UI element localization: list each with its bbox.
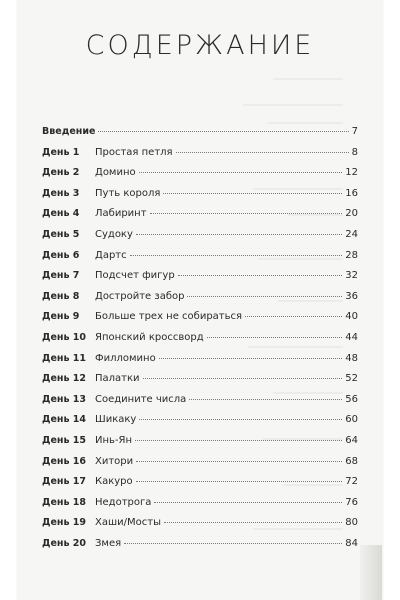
day-number: День 3 — [42, 187, 80, 199]
toc-entry[interactable] — [42, 373, 358, 394]
toc-entry[interactable] — [42, 456, 358, 477]
entry-title: Дартс — [95, 249, 127, 261]
entry-title: Хитори — [95, 455, 134, 467]
toc-entry[interactable] — [42, 270, 358, 291]
page-number: 60 — [345, 414, 358, 426]
page-number: 28 — [345, 249, 358, 261]
day-number: День 7 — [42, 270, 80, 282]
dot-leader — [164, 522, 342, 523]
page-number: 36 — [345, 290, 358, 302]
toc-entry[interactable] — [42, 353, 358, 374]
dot-leader — [159, 358, 343, 359]
day-number: День 9 — [42, 311, 80, 323]
page-number: 72 — [345, 476, 358, 488]
toc-entry[interactable] — [42, 497, 358, 518]
dot-leader — [245, 316, 342, 317]
entry-title: Достройте забор — [95, 290, 185, 302]
page-number: 52 — [345, 373, 358, 385]
toc-entry[interactable] — [42, 311, 358, 332]
dot-leader — [143, 378, 343, 379]
toc-entry[interactable] — [42, 394, 358, 415]
dot-leader — [98, 131, 348, 132]
dot-leader — [139, 172, 343, 173]
dot-leader — [139, 419, 342, 420]
day-number: День 11 — [42, 352, 87, 364]
page-edge-shadow — [360, 545, 382, 600]
entry-title: Простая петля — [95, 146, 173, 158]
dot-leader — [124, 543, 342, 544]
entry-title: Путь короля — [95, 187, 161, 199]
day-number: День 18 — [42, 496, 87, 508]
page-number: 48 — [345, 352, 358, 364]
day-number: День 2 — [42, 167, 80, 179]
toc-entry[interactable] — [42, 250, 358, 271]
page-number: 16 — [345, 187, 358, 199]
day-number: День 1 — [42, 146, 80, 158]
entry-title: Шикаку — [95, 414, 137, 426]
entry-title: Хаши/Мосты — [95, 517, 161, 529]
dot-leader — [207, 337, 343, 338]
dot-leader — [130, 255, 343, 256]
entry-title: Соедините числа — [95, 393, 187, 405]
toc-entry[interactable] — [42, 167, 358, 188]
day-number: День 12 — [42, 373, 87, 385]
dot-leader — [176, 152, 349, 153]
day-number: День 14 — [42, 414, 87, 426]
page-number: 40 — [345, 311, 358, 323]
day-number: День 5 — [42, 228, 80, 240]
entry-title: Японский кроссворд — [95, 331, 204, 343]
day-number: День 15 — [42, 434, 87, 446]
day-number: День 8 — [42, 290, 80, 302]
dot-leader — [187, 296, 342, 297]
entry-title: Змея — [95, 537, 122, 549]
page-number: 44 — [345, 331, 358, 343]
dot-leader — [163, 193, 342, 194]
dot-leader — [150, 213, 343, 214]
page-number: 80 — [345, 517, 358, 529]
page-number: 7 — [351, 126, 358, 137]
dot-leader — [154, 502, 342, 503]
dot-leader — [136, 234, 342, 235]
toc-entry[interactable] — [42, 188, 358, 209]
entry-title: Палатки — [95, 373, 140, 385]
toc-entry[interactable] — [42, 291, 358, 312]
entry-title: Филломино — [95, 352, 156, 364]
day-number: День 16 — [42, 455, 87, 467]
entry-title: Лабиринт — [95, 208, 147, 220]
dot-leader — [136, 461, 342, 462]
toc-entry[interactable] — [42, 517, 358, 538]
day-number: День 20 — [42, 537, 87, 549]
page-title: СОДЕРЖАНИЕ — [85, 30, 315, 61]
toc-entry[interactable] — [42, 208, 358, 229]
entry-title: Инь-Ян — [95, 434, 133, 446]
dot-leader — [189, 399, 342, 400]
toc-entry[interactable] — [42, 147, 358, 168]
dot-leader — [135, 440, 342, 441]
day-number: День 17 — [42, 476, 87, 488]
day-number: День 4 — [42, 208, 80, 220]
page-number: 76 — [345, 496, 358, 508]
intro-label: Введение — [42, 126, 96, 137]
entry-title: Домино — [95, 167, 136, 179]
page-number: 20 — [345, 208, 358, 220]
day-number: День 19 — [42, 517, 87, 529]
page-number: 64 — [345, 434, 358, 446]
toc-entry[interactable] — [42, 435, 358, 456]
toc-entry[interactable] — [42, 332, 358, 353]
page-number: 8 — [351, 146, 358, 158]
page-number: 56 — [345, 393, 358, 405]
entry-title: Какуро — [95, 476, 133, 488]
entry-title: Подсчет фигур — [95, 270, 175, 282]
dot-leader — [136, 481, 343, 482]
entry-title: Больше трех не собираться — [95, 311, 243, 323]
page-number: 12 — [345, 167, 358, 179]
toc-intro-row[interactable] — [42, 126, 358, 147]
book-page — [18, 0, 382, 600]
toc-entry[interactable] — [42, 414, 358, 435]
page-number: 84 — [345, 537, 358, 549]
page-number: 24 — [345, 228, 358, 240]
day-number: День 13 — [42, 393, 87, 405]
page-number: 68 — [345, 455, 358, 467]
toc-entry[interactable] — [42, 229, 358, 250]
toc-entry[interactable] — [42, 476, 358, 497]
entry-title: Недотрога — [95, 496, 152, 508]
page-number: 32 — [345, 270, 358, 282]
dot-leader — [178, 275, 343, 276]
table-of-contents — [42, 126, 358, 558]
entry-title: Судоку — [95, 228, 133, 240]
day-number: День 10 — [42, 331, 87, 343]
toc-entry[interactable] — [42, 538, 358, 559]
day-number: День 6 — [42, 249, 80, 261]
